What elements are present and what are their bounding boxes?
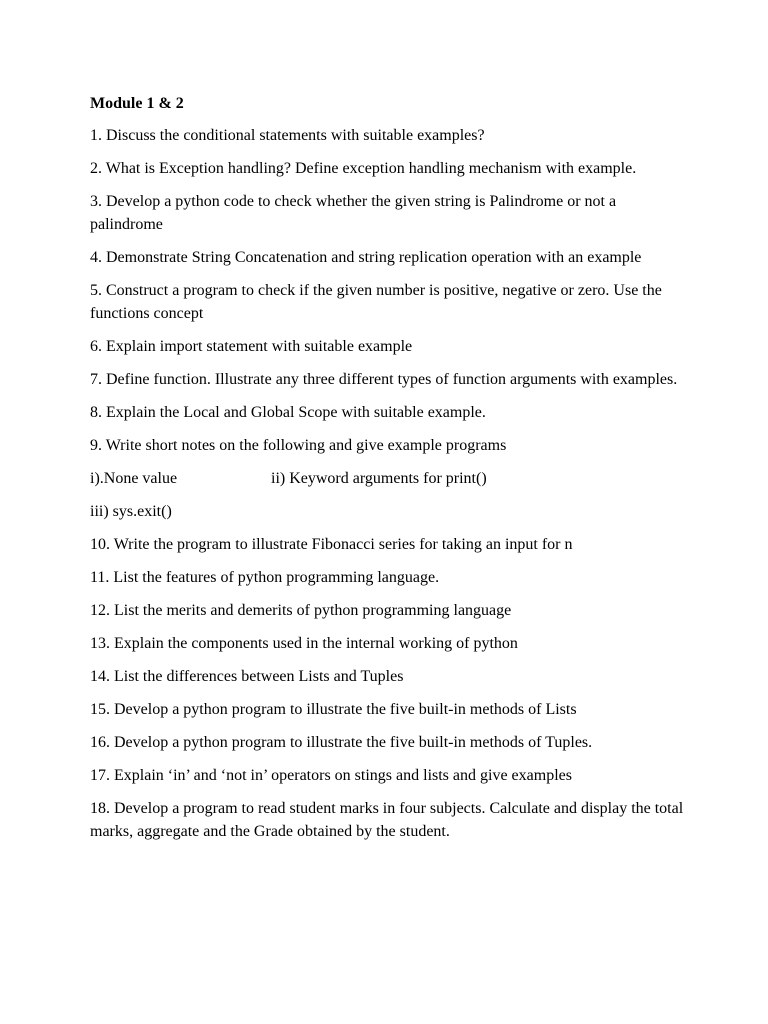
question-9-part-1: i).None value (90, 470, 178, 487)
question-13: 13. Explain the components used in the internal working of python (90, 635, 518, 652)
question-8: 8. Explain the Local and Global Scope with suitable example. (90, 404, 486, 421)
question-18: 18. Develop a program to read student marks in four subjects. Calculate and display the total marks, aggregate and the Grade obtained by the student. (90, 800, 688, 840)
question-11: 11. List the features of python programming language. (90, 569, 440, 586)
question-2: 2. What is Exception handling? Define exception handling mechanism with example. (90, 160, 637, 177)
question-10: 10. Write the program to illustrate Fibonacci series for taking an input for n (90, 536, 573, 553)
module-heading: Module 1 & 2 (90, 95, 184, 112)
document-page (90, 94, 690, 853)
question-4: 4. Demonstrate String Concatenation and string replication operation with an example (90, 249, 642, 266)
question-12: 12. List the merits and demerits of python programming language (90, 602, 512, 619)
question-9-parts-row (90, 467, 690, 490)
question-17: 17. Explain ‘in’ and ‘not in’ operators on stings and lists and give examples (90, 767, 572, 784)
question-9-part-3: iii) sys.exit() (90, 503, 172, 520)
question-1: 1. Discuss the conditional statements with suitable examples? (90, 127, 485, 144)
question-6: 6. Explain import statement with suitable example (90, 338, 413, 355)
question-14: 14. List the differences between Lists and Tuples (90, 668, 404, 685)
question-5: 5. Construct a program to check if the given number is positive, negative or zero. Use the functions concept (90, 282, 666, 322)
question-15: 15. Develop a python program to illustrate the five built-in methods of Lists (90, 701, 577, 718)
question-16: 16. Develop a python program to illustrate the five built-in methods of Tuples. (90, 734, 593, 751)
question-7: 7. Define function. Illustrate any three different types of function arguments with examples. (90, 371, 678, 388)
question-3: 3. Develop a python code to check whether the given string is Palindrome or not a palindrome (90, 193, 621, 233)
question-9: 9. Write short notes on the following and give example programs (90, 437, 507, 454)
question-9-part-2: ii) Keyword arguments for print() (271, 470, 487, 487)
